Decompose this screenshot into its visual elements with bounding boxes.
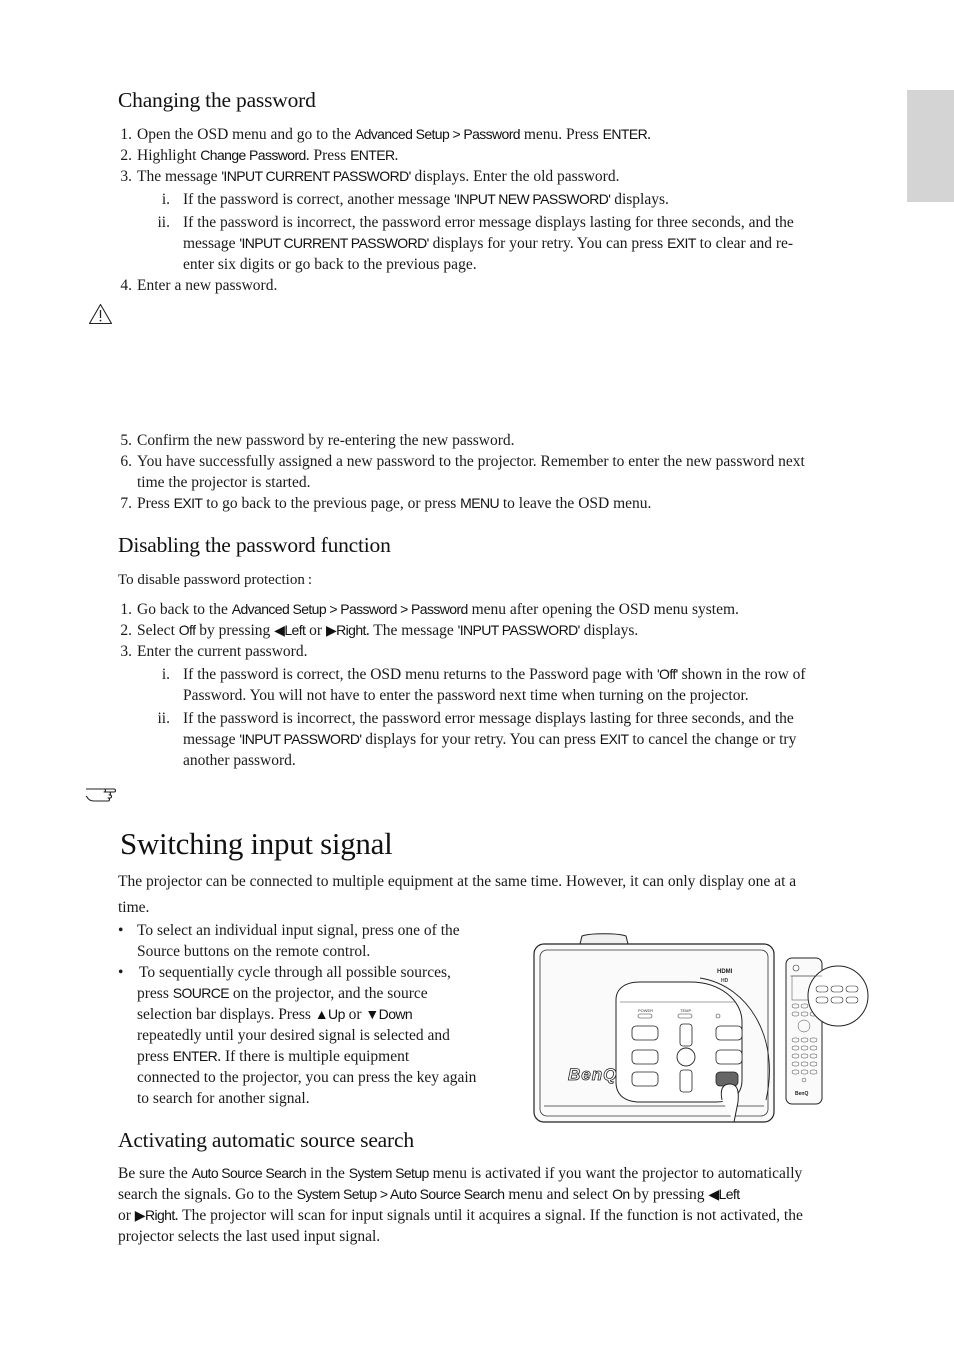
step-number: 3. [120,643,132,660]
bullet-1-line2: Source buttons on the remote control. [137,943,371,960]
heading-disabling-password: Disabling the password function [118,533,391,557]
bullet-1-line1: To select an individual input signal, press one of the [137,922,460,939]
bullet-2-line3: selection bar displays. Press ▲Up or ▼Down [137,1006,413,1023]
bullet-2-line7: to search for another signal. [137,1090,310,1107]
substep-number: ii. [157,710,170,727]
switching-intro-line1: The projector can be connected to multiple equipment at the same time. However, it can only display one at a [118,873,797,890]
disable-step-3: Enter the current password. [137,643,308,660]
svg-text:POWER: POWER [638,1008,654,1013]
substep-number: i. [161,191,170,208]
step-4-text: Enter a new password. [137,277,278,294]
note-hand-icon [84,782,118,802]
disable-substep-i-line2: Password. You will not have to enter the password next time when turning on the projector. [183,687,749,704]
auto-search-line3: or ▶Right. The projector will scan for input signals until it acquires a signal. If the function is not activated, the [118,1207,803,1224]
bullet-2-line4: repeatedly until your desired signal is selected and [137,1027,450,1044]
step-number: 6. [120,453,132,470]
step-5-text: Confirm the new password by re-entering the new password. [137,432,515,449]
substep-number: ii. [157,214,170,231]
svg-text:TEMP: TEMP [680,1008,692,1013]
chapter-edge-tab [907,90,954,202]
disable-substep-ii-line2: message 'INPUT PASSWORD' displays for your retry. You can press EXIT to cancel the change or try [183,731,797,748]
substep-i-text: If the password is correct, another message 'INPUT NEW PASSWORD' displays. [183,191,669,208]
warning-icon [88,303,113,325]
disable-step-1: Go back to the Advanced Setup > Password > Password menu after opening the OSD menu system. [137,601,739,618]
bullet-2-line5: press ENTER. If there is multiple equipment [137,1048,410,1065]
remote-control-illustration [780,956,872,1110]
bullet-2-line1: To sequentially cycle through all possible sources, [139,964,451,981]
step-7-text: Press EXIT to go back to the previous page, or press MENU to leave the OSD menu. [137,495,652,512]
substep-ii-line2: message 'INPUT CURRENT PASSWORD' displays for your retry. You can press EXIT to clear and re- [183,235,794,252]
step-number: 1. [120,601,132,618]
step-number: 7. [120,495,132,512]
disable-substep-ii-line3: another password. [183,752,296,769]
disable-step-2: Select Off by pressing ◀Left or ▶Right. The message 'INPUT PASSWORD' displays. [137,622,639,639]
step-number: 4. [120,277,132,294]
step-2-text: Highlight Change Password. Press ENTER. [137,147,399,164]
auto-search-line1: Be sure the Auto Source Search in the System Setup menu is activated if you want the projector to automatically [118,1165,803,1182]
auto-search-line2: search the signals. Go to the System Setup > Auto Source Search menu and select On by pressing ◀Left [118,1186,740,1203]
bullet-2-line2: press SOURCE on the projector, and the source [137,985,428,1002]
step-6-line1: You have successfully assigned a new password to the projector. Remember to enter the new password next [137,453,805,470]
svg-text:HD: HD [721,978,729,984]
bullet-dot: • [118,964,124,981]
step-1-text: Open the OSD menu and go to the Advanced Setup > Password menu. Press ENTER. [137,126,651,143]
step-number: 2. [120,622,132,639]
step-number: 1. [120,126,132,143]
svg-text:BenQ: BenQ [568,1065,618,1084]
disable-intro: To disable password protection : [118,572,312,588]
disable-substep-ii-line1: If the password is incorrect, the password error message displays lasting for three seconds, and the [183,710,794,727]
auto-search-line4: projector selects the last used input signal. [118,1228,381,1245]
substep-ii-line3: enter six digits or go back to the previous page. [183,256,477,273]
heading-changing-password: Changing the password [118,88,316,112]
step-3-text: The message 'INPUT CURRENT PASSWORD' displays. Enter the old password. [137,168,620,185]
heading-switching-input: Switching input signal [120,826,393,861]
bullet-dot: • [118,922,124,939]
step-6-line2: time the projector is started. [137,474,311,491]
substep-number: i. [161,666,170,683]
substep-ii-line1: If the password is incorrect, the password error message displays lasting for three seconds, and the [183,214,794,231]
switching-intro-line2: time. [118,899,150,916]
disable-substep-i-line1: If the password is correct, the OSD menu returns to the Password page with 'Off' shown in the row of [183,666,806,683]
svg-text:HDMI: HDMI [717,969,733,975]
heading-auto-source-search: Activating automatic source search [118,1128,414,1152]
step-number: 5. [120,432,132,449]
bullet-2-line6: connected to the projector, you can press the key again [137,1069,477,1086]
step-number: 2. [120,147,132,164]
step-number: 3. [120,168,132,185]
svg-text:BenQ: BenQ [795,1091,809,1097]
